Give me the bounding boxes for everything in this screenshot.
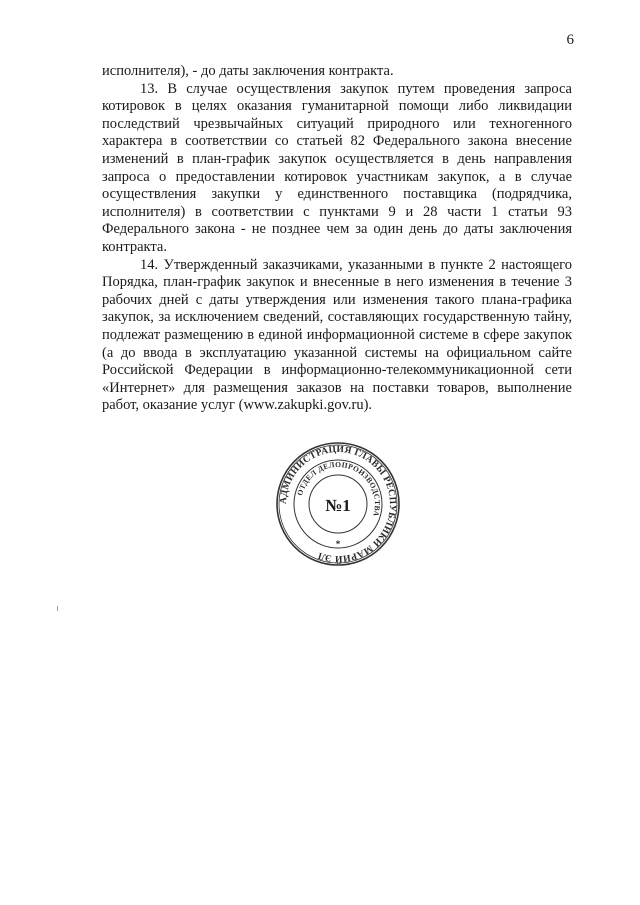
seal-star: * <box>335 539 341 549</box>
document-body <box>102 63 572 415</box>
page-number: 6 <box>566 32 574 48</box>
seal-graphic <box>275 441 401 567</box>
seal-outer-text: АДМИНИСТРАЦИЯ ГЛАВЫ РЕСПУБЛИКИ МАРИЙ ЭЛ <box>278 444 398 564</box>
margin-mark <box>57 606 58 611</box>
paragraph-14: 14. Утвержденный заказчиками, указанными в пункте 2 настоящего Порядка, план-график закупок и внесенные в него изменения в течение 3 рабочих дней с даты утверждения или изменения такого плана-графика закупок, за исключением сведений, составляющих государственную тайну, подлежат размещению в единой информационной системе в сфере закупок (а до ввода в эксплуатацию указанной системы на официальном сайте Российской Федерации в информационно-телекоммуникационной сети «Интернет» для размещения заказов на поставки товаров, выполнение работ, оказание услуг (www.zakupki.gov.ru). <box>102 256 572 414</box>
official-seal-stamp <box>275 441 401 567</box>
seal-number: №1 <box>325 496 351 515</box>
paragraph-continuation: исполнителя), - до даты заключения контракта. <box>102 63 394 79</box>
seal-inner-text: ОТДЕЛ ДЕЛОПРОИЗВОДСТВА <box>295 459 383 518</box>
paragraph-13: 13. В случае осуществления закупок путем проведения запроса котировок в целях оказания гуманитарной помощи либо ликвидации последствий чрезвычайных ситуаций природного или техногенного характера в соответствии со статьей 82 Федерального закона внесение изменений в план-график закупок осуществляется в день направления запроса о предоставлении котировок участникам закупок, а в случае осуществления закупки у единственного поставщика (подрядчика, исполнителя) в соответствии с пунктами 9 и 28 части 1 статьи 93 Федерального закона - не позднее чем за один день до даты заключения контракта. <box>102 80 572 255</box>
